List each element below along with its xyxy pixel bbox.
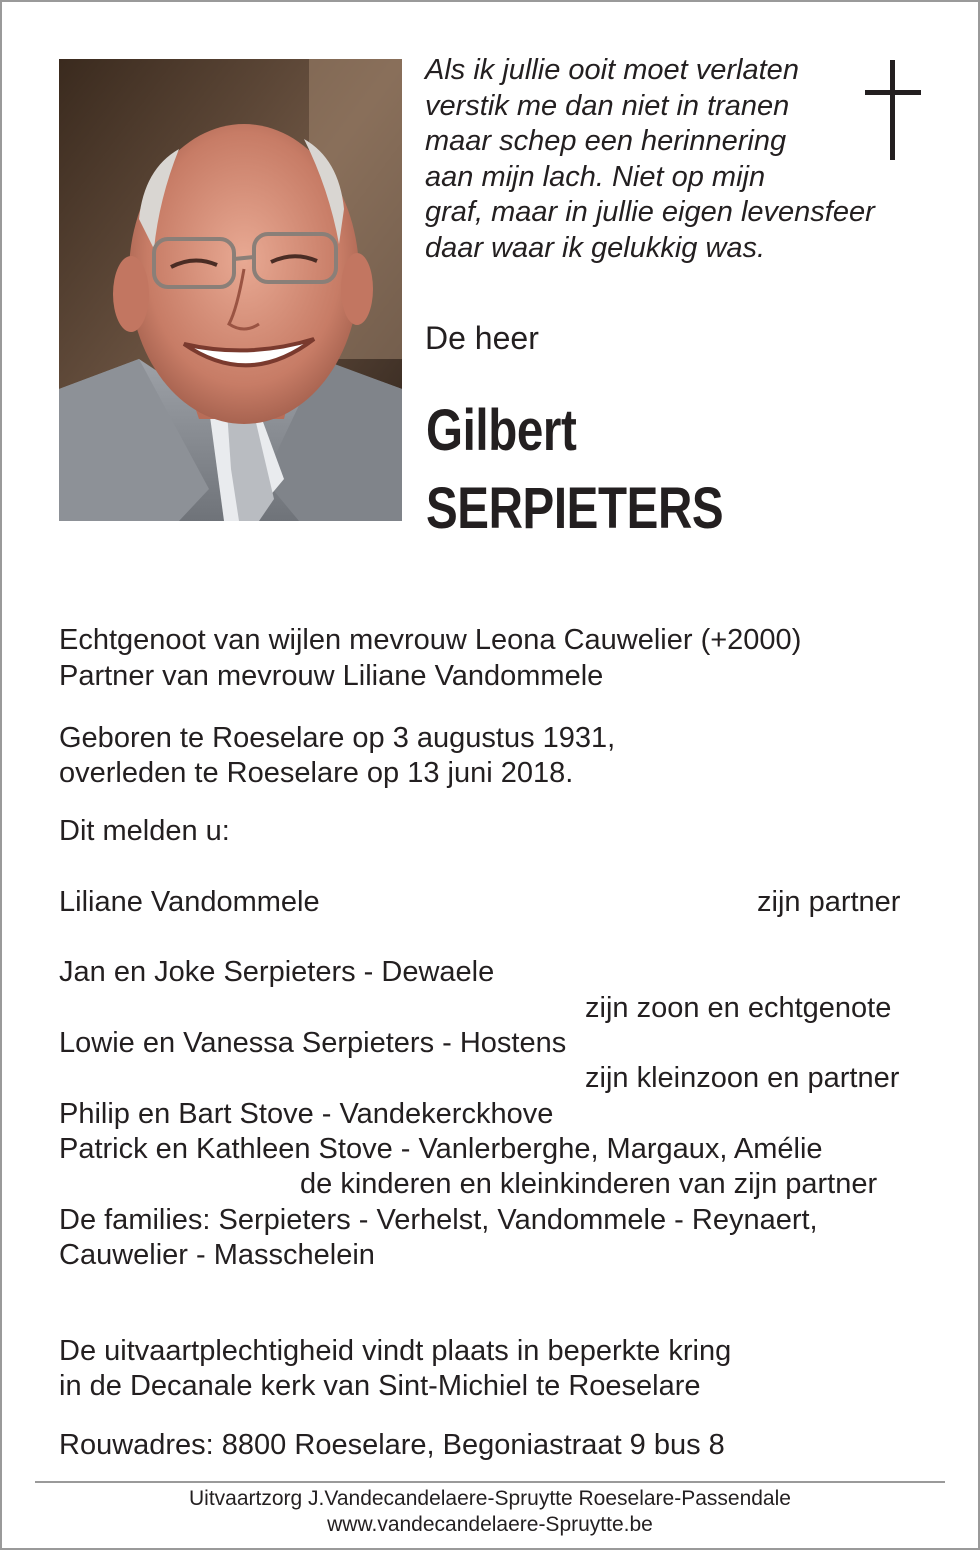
first-name: Gilbert xyxy=(426,398,577,463)
died-line: overleden te Roeselare op 13 juni 2018. xyxy=(59,757,574,789)
poem-line: maar schep een herinnering xyxy=(425,125,787,157)
mourner-partner-relation: zijn partner xyxy=(757,886,901,918)
footer-divider xyxy=(35,1481,945,1483)
families-line2: Cauwelier - Masschelein xyxy=(59,1239,375,1271)
poem-line: Als ik jullie ooit moet verlaten xyxy=(425,54,799,86)
mourning-address: Rouwadres: 8800 Roeselare, Begoniastraat 9 bus 8 xyxy=(59,1429,725,1461)
mourner-son-names: Jan en Joke Serpieters - Dewaele xyxy=(59,956,495,988)
mourner-stepchildren-line1: Philip en Bart Stove - Vandekerckhove xyxy=(59,1098,554,1130)
born-line: Geboren te Roeselare op 3 augustus 1931, xyxy=(59,722,616,754)
mourner-stepchildren-relation: de kinderen en kleinkinderen van zijn partner xyxy=(300,1168,878,1200)
mourner-grandson-relation: zijn kleinzoon en partner xyxy=(585,1062,900,1094)
poem-line: verstik me dan niet in tranen xyxy=(425,89,790,122)
memorial-poem xyxy=(425,53,875,266)
last-name: SERPIETERS xyxy=(426,476,724,541)
mourner-grandson-names: Lowie en Vanessa Serpieters - Hostens xyxy=(59,1027,567,1059)
footer-undertaker: Uitvaartzorg J.Vandecandelaere-Spruytte Roeselare-Passendale xyxy=(189,1487,791,1510)
announcement-intro: Dit melden u: xyxy=(59,815,230,847)
spouse-line: Echtgenoot van wijlen mevrouw Leona Cauwelier (+2000) xyxy=(59,624,802,656)
mourner-son-relation: zijn zoon en echtgenote xyxy=(585,992,892,1024)
title-prefix: De heer xyxy=(425,320,539,356)
footer-website[interactable]: www.vandecandelaere-Spruytte.be xyxy=(327,1513,653,1536)
funeral-line2: in de Decanale kerk van Sint-Michiel te Roeselare xyxy=(59,1370,701,1402)
funeral-line1: De uitvaartplechtigheid vindt plaats in beperkte kring xyxy=(59,1335,732,1367)
mourner-stepchildren-line2: Patrick en Kathleen Stove - Vanlerberghe, Margaux, Amélie xyxy=(59,1133,823,1165)
families-line1: De families: Serpieters - Verhelst, Vandommele - Reynaert, xyxy=(59,1204,818,1236)
partner-line: Partner van mevrouw Liliane Vandommele xyxy=(59,660,604,692)
poem-line: daar waar ik gelukkig was. xyxy=(425,231,766,264)
poem-line: graf, maar in jullie eigen levensfeer xyxy=(425,196,875,228)
portrait-photo xyxy=(59,59,402,521)
poem-line: aan mijn lach. Niet op mijn xyxy=(425,160,766,193)
mourner-partner-name: Liliane Vandommele xyxy=(59,886,320,918)
